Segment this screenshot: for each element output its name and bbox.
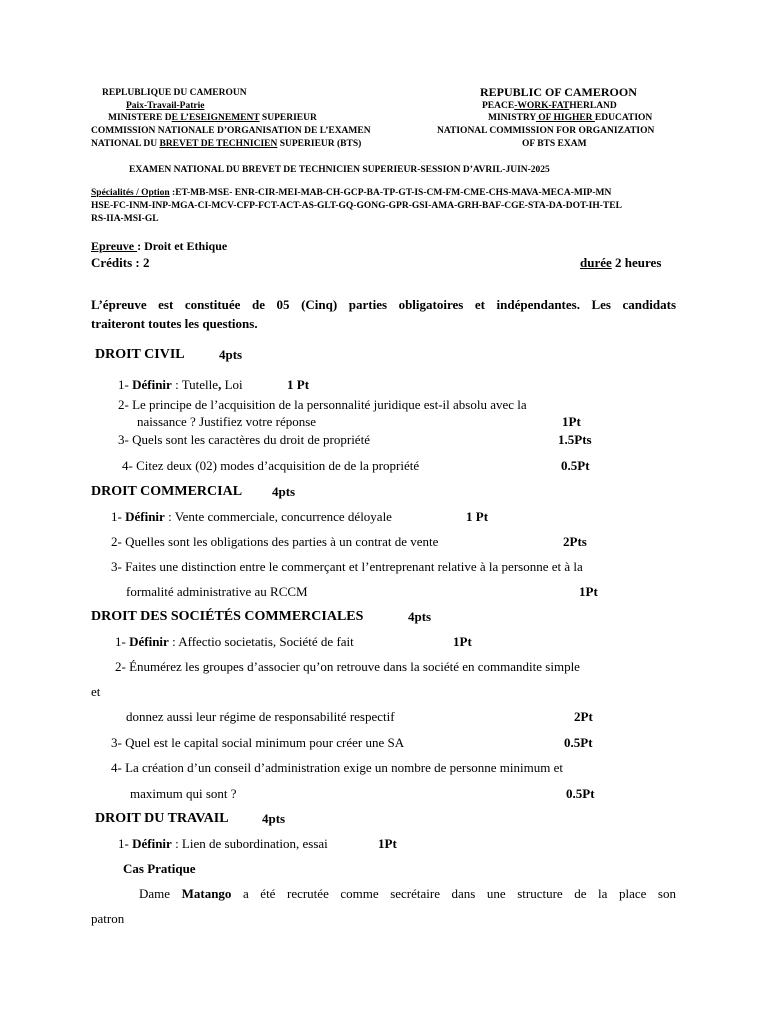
civil-q3: 3- Quels sont les caractères du droit de propriété (118, 432, 370, 447)
section-pts-commercial: 4pts (272, 484, 296, 499)
header-left-national: NATIONAL DU BREVET DE TECHNICIEN SUPERIEUR (BTS) (91, 139, 362, 149)
commercial-q3-line2: formalité administrative au RCCM (126, 584, 308, 599)
societes-q4-line2: maximum qui sont ? (130, 786, 237, 801)
section-title-civil: DROIT CIVIL (95, 347, 185, 362)
societes-q3-pts: 0.5Pt (564, 735, 593, 750)
commercial-q3-pts: 1Pt (579, 584, 598, 599)
header-right-bts: OF BTS EXAM (522, 139, 587, 149)
societes-q1-pts: 1Pt (453, 634, 472, 649)
societes-q2-pts: 2Pt (574, 709, 593, 724)
civil-q4: 4- Citez deux (02) modes d’acquisition de de la propriété (122, 458, 420, 473)
societes-q3: 3- Quel est le capital social minimum pour créer une SA (111, 735, 405, 750)
header-left-commission: COMMISSION NATIONALE D’ORGANISATION DE L’EXAMEN (91, 126, 371, 136)
duree: durée 2 heures (580, 255, 662, 270)
societes-q4-line1: 4- La création d’un conseil d’administration exige un nombre de personne minimum et (111, 760, 563, 775)
commercial-q2-pts: 2Pts (563, 534, 587, 549)
header-right-ministry: MINISTRY OF HIGHER EDUCATION (488, 113, 653, 123)
commercial-q3-line1: 3- Faites une distinction entre le commerçant et l’entreprenant relative à la personne et à la (111, 559, 583, 574)
societes-q4-pts: 0.5Pt (566, 786, 595, 801)
section-pts-societes: 4pts (408, 609, 432, 624)
civil-q4-pts: 0.5Pt (561, 458, 590, 473)
cas-pratique-title: Cas Pratique (123, 861, 196, 876)
civil-q1: 1- Définir : Tutelle, Loi (118, 377, 243, 392)
societes-q2-line2: et (91, 684, 101, 699)
civil-q2-line1: 2- Le principe de l’acquisition de la personnalité juridique est-il absolu avec la (118, 397, 527, 412)
header-left-motto: Paix-Travail-Patrie (126, 101, 205, 111)
section-title-commercial: DROIT COMMERCIAL (91, 484, 243, 499)
specialites-line1: Spécialités / Option :ET-MB-MSE- ENR-CIR-MEI-MAB-CH-GCP-BA-TP-GT-IS-CM-FM-CME-CHS-MAVA-MECA-MIP-MN (91, 188, 612, 198)
intro-line2: traiteront toutes les questions. (91, 316, 258, 331)
societes-q2-line1: 2- Énumérez les groupes d’associer qu’on retrouve dans la société en commandite simple (115, 659, 580, 674)
header-right-motto: PEACE-WORK-FATHERLAND (482, 101, 617, 111)
civil-q1-pts: 1 Pt (287, 377, 310, 392)
travail-q1-pts: 1Pt (378, 836, 397, 851)
commercial-q1-pts: 1 Pt (466, 509, 489, 524)
specialites-line2: HSE-FC-INM-INP-MGA-CI-MCV-CFP-FCT-ACT-AS-GLT-GQ-GONG-GPR-GSI-AMA-GRH-BAF-CGE-STA-DA-DOT-IH-TEL (91, 201, 622, 211)
header-left-ministry: MINISTERE DE L’ESEIGNEMENT SUPERIEUR (108, 113, 317, 123)
section-title-travail: DROIT DU TRAVAIL (95, 811, 229, 826)
civil-q3-pts: 1.5Pts (558, 432, 592, 447)
cas-pratique-line2: patron (91, 911, 125, 926)
societes-q2-line3: donnez aussi leur régime de responsabilité respectif (126, 709, 395, 724)
civil-q2-line2: naissance ? Justifiez votre réponse (137, 414, 317, 429)
commercial-q2: 2- Quelles sont les obligations des parties à un contrat de vente (111, 534, 439, 549)
exam-title: EXAMEN NATIONAL DU BREVET DE TECHNICIEN SUPERIEUR-SESSION D’AVRIL-JUIN-2025 (129, 165, 550, 175)
specialites-line3: RS-IIA-MSI-GL (91, 214, 159, 224)
section-title-societes: DROIT DES SOCIÉTÉS COMMERCIALES (91, 609, 364, 624)
header-left-line1: REPLUBLIQUE DU CAMEROUN (102, 88, 247, 98)
travail-q1: 1- Définir : Lien de subordination, essai (118, 836, 328, 851)
header-right-line1: REPUBLIC OF CAMEROON (480, 85, 637, 99)
intro-line1: L’épreuve est constituée de 05 (Cinq) parties obligatoires et indépendantes. Les candidats (91, 297, 676, 312)
civil-q2-pts: 1Pt (562, 414, 581, 429)
cas-pratique-line1: Dame Matango a été recrutée comme secrétaire dans une structure de la place son (139, 886, 676, 901)
commercial-q1: 1- Définir : Vente commerciale, concurrence déloyale (111, 509, 392, 524)
epreuve: Epreuve : Droit et Ethique (91, 239, 228, 253)
section-pts-travail: 4pts (262, 811, 286, 826)
societes-q1: 1- Définir : Affectio societatis, Société de fait (115, 634, 354, 649)
header-right-commission: NATIONAL COMMISSION FOR ORGANIZATION (437, 126, 655, 136)
credits: Crédits : 2 (91, 255, 150, 270)
section-pts-civil: 4pts (219, 347, 243, 362)
